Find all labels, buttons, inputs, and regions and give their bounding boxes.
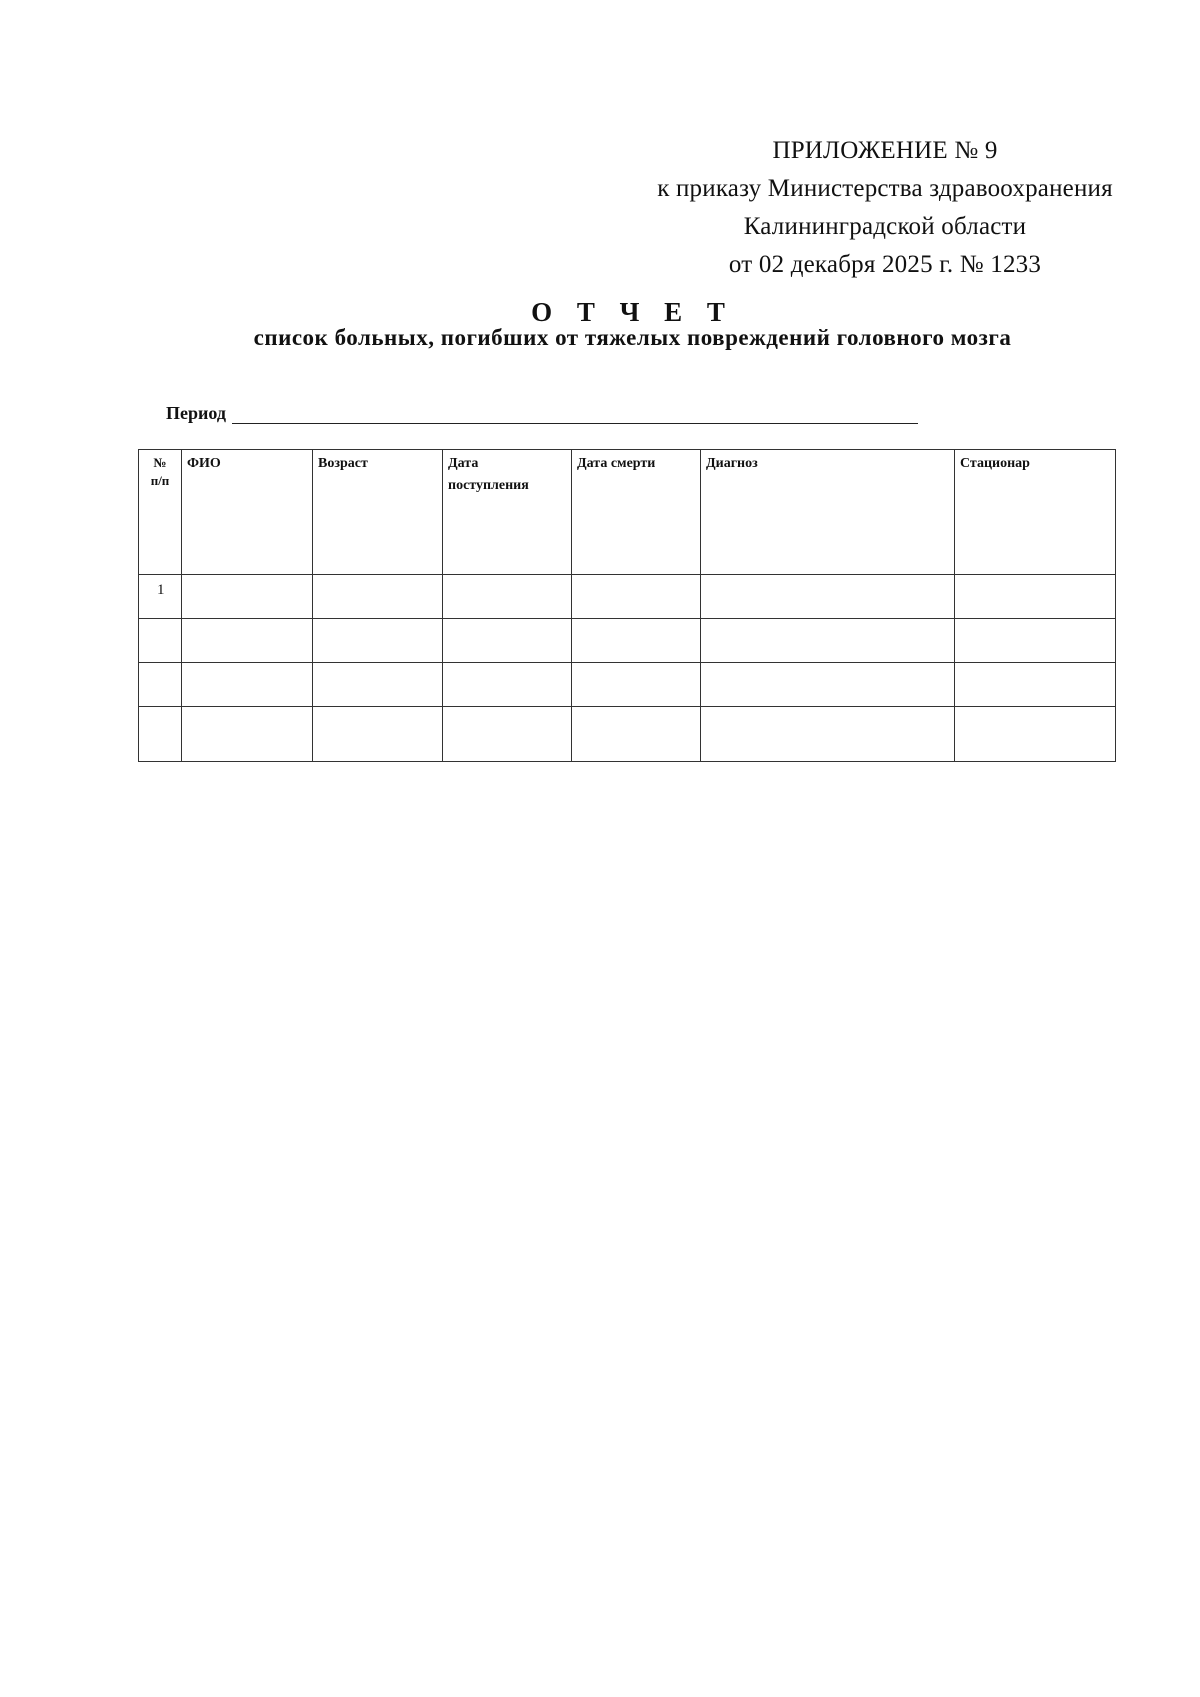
appendix-date-line: от 02 декабря 2025 г. № 1233 (728, 251, 1042, 278)
cell-age[interactable] (313, 663, 443, 707)
period-blank-line[interactable] (232, 405, 918, 424)
header-admission-date (443, 450, 572, 575)
cell-fio[interactable] (182, 663, 313, 707)
header-admission-line2: поступления (448, 478, 529, 493)
cell-fio[interactable] (182, 575, 313, 619)
cell-admission-date[interactable] (443, 663, 572, 707)
cell-diagnosis[interactable] (701, 707, 955, 762)
row-num: 1 (139, 575, 182, 619)
cell-age[interactable] (313, 575, 443, 619)
header-death-date: Дата смерти (572, 450, 701, 575)
cell-admission-date[interactable] (443, 575, 572, 619)
cell-hospital[interactable] (955, 575, 1116, 619)
table-row (139, 575, 1116, 619)
cell-age[interactable] (313, 707, 443, 762)
cell-death-date[interactable] (572, 575, 701, 619)
table-row (139, 619, 1116, 663)
report-subtitle: список больных, погибших от тяжелых повреждений головного мозга (253, 325, 1012, 350)
appendix-number: ПРИЛОЖЕНИЕ № 9 (772, 137, 998, 164)
header-age: Возраст (313, 450, 443, 575)
report-table (138, 449, 1116, 762)
cell-hospital[interactable] (955, 663, 1116, 707)
header-num (139, 450, 182, 575)
cell-age[interactable] (313, 619, 443, 663)
table-header-row (139, 450, 1116, 575)
row-num (139, 707, 182, 762)
cell-diagnosis[interactable] (701, 619, 955, 663)
cell-admission-date[interactable] (443, 619, 572, 663)
cell-hospital[interactable] (955, 707, 1116, 762)
header-admission-line1: Дата (448, 456, 479, 471)
header-diagnosis: Диагноз (701, 450, 955, 575)
report-title: О Т Ч Е Т (531, 297, 734, 327)
cell-death-date[interactable] (572, 663, 701, 707)
cell-fio[interactable] (182, 619, 313, 663)
cell-diagnosis[interactable] (701, 575, 955, 619)
table-row (139, 663, 1116, 707)
appendix-region-line: Калининградской области (743, 213, 1027, 240)
period-label: Период (166, 403, 226, 423)
cell-death-date[interactable] (572, 619, 701, 663)
row-num (139, 663, 182, 707)
appendix-order-line: к приказу Министерства здравоохранения (657, 175, 1113, 202)
header-num-line1: № (153, 455, 167, 470)
appendix-header (615, 132, 1155, 284)
table-row (139, 707, 1116, 762)
header-num-line2: п/п (150, 473, 170, 488)
header-fio: ФИО (182, 450, 313, 575)
cell-admission-date[interactable] (443, 707, 572, 762)
row-num (139, 619, 182, 663)
header-hospital: Стационар (955, 450, 1116, 575)
period-field (166, 403, 918, 424)
cell-death-date[interactable] (572, 707, 701, 762)
cell-fio[interactable] (182, 707, 313, 762)
cell-hospital[interactable] (955, 619, 1116, 663)
cell-diagnosis[interactable] (701, 663, 955, 707)
